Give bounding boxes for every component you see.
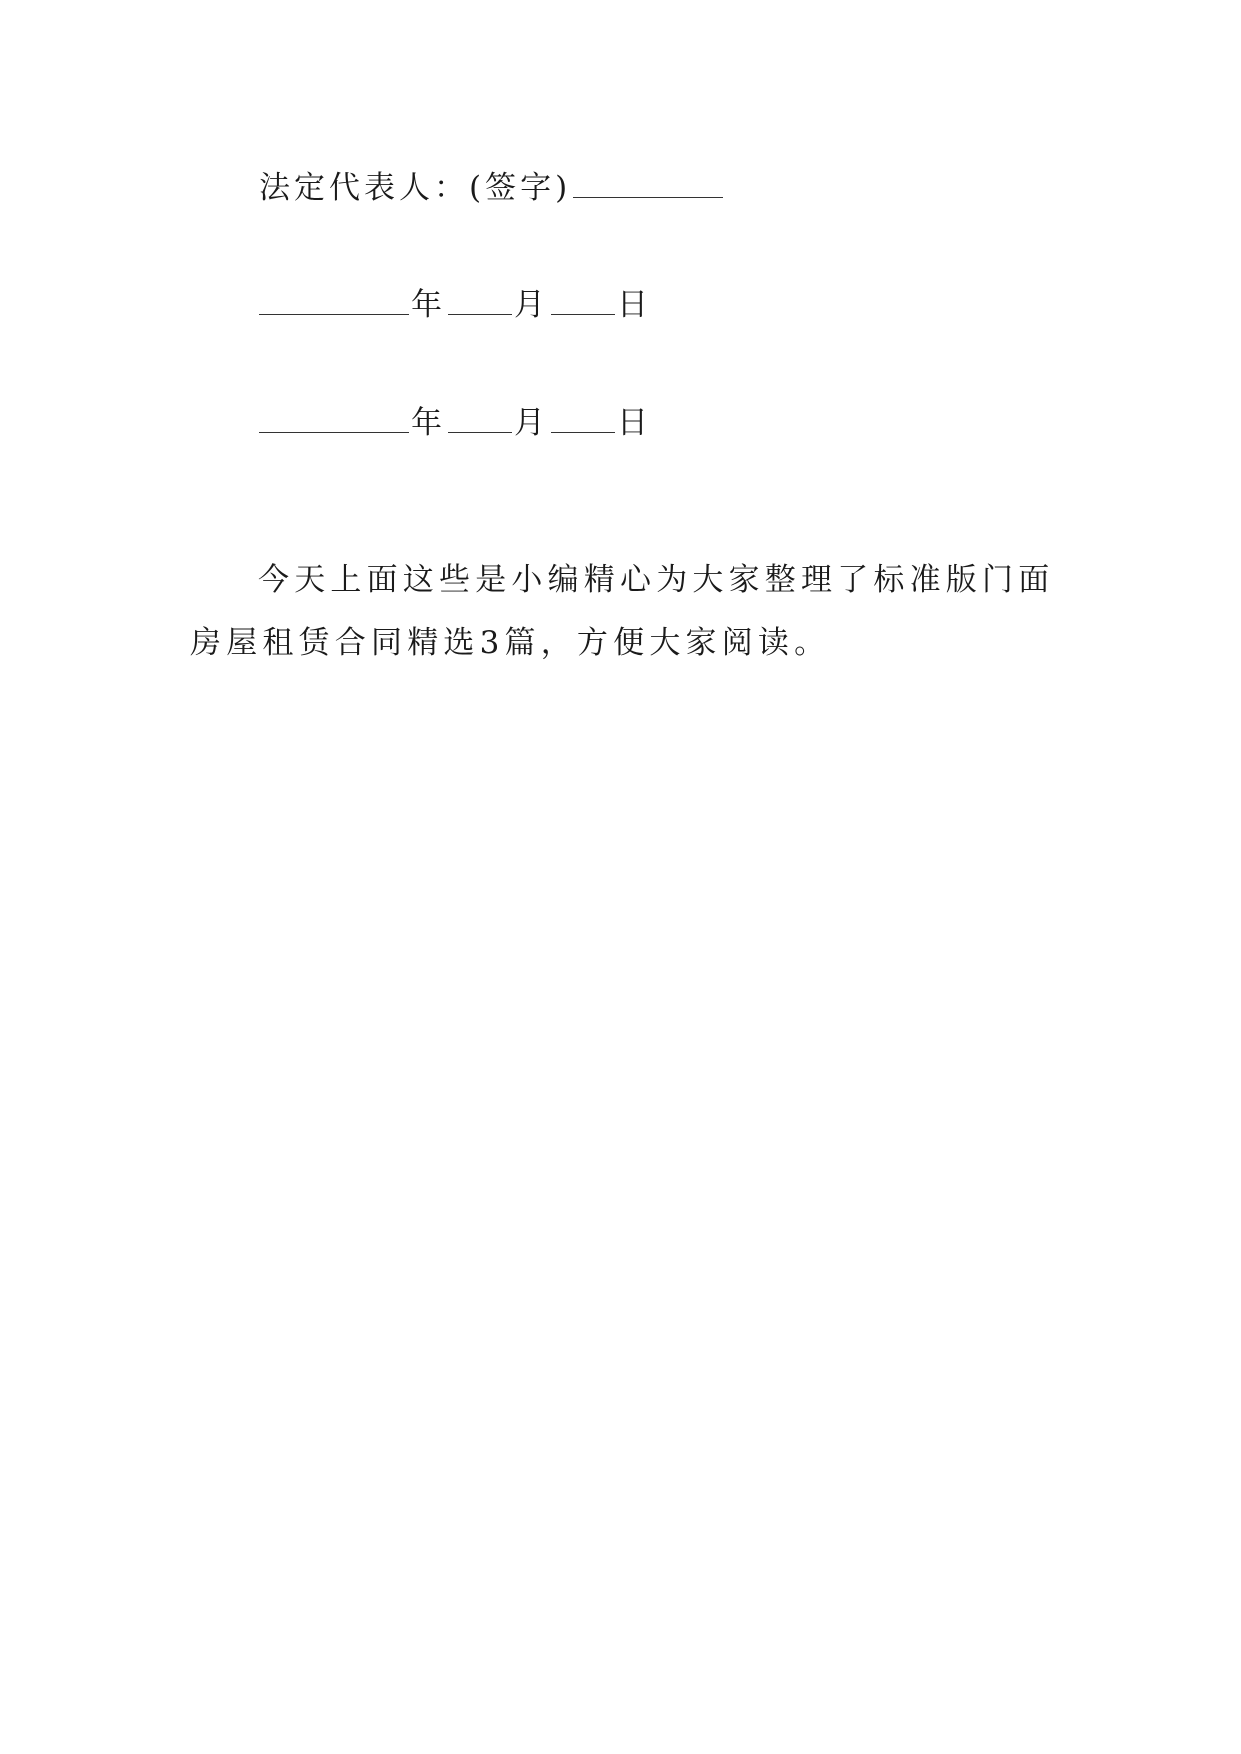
closing-paragraph: 今天上面这些是小编精心为大家整理了标准版门面房屋租赁合同精选3篇，方便大家阅读。 bbox=[190, 562, 1055, 661]
month-blank bbox=[448, 406, 512, 433]
year-suffix: 年 bbox=[411, 287, 446, 323]
year-blank bbox=[259, 406, 409, 433]
date-line bbox=[257, 403, 652, 443]
day-suffix: 日 bbox=[617, 287, 652, 323]
date-line bbox=[257, 285, 652, 325]
year-suffix: 年 bbox=[411, 405, 446, 441]
signature-blank bbox=[573, 171, 723, 198]
day-blank bbox=[551, 288, 615, 315]
signature-label: 法定代表人：(签字) bbox=[259, 170, 572, 206]
month-suffix: 月 bbox=[514, 287, 549, 323]
month-suffix: 月 bbox=[514, 405, 549, 441]
month-blank bbox=[448, 288, 512, 315]
signature-line bbox=[259, 168, 725, 208]
year-blank bbox=[259, 288, 409, 315]
day-suffix: 日 bbox=[617, 405, 652, 441]
day-blank bbox=[551, 406, 615, 433]
